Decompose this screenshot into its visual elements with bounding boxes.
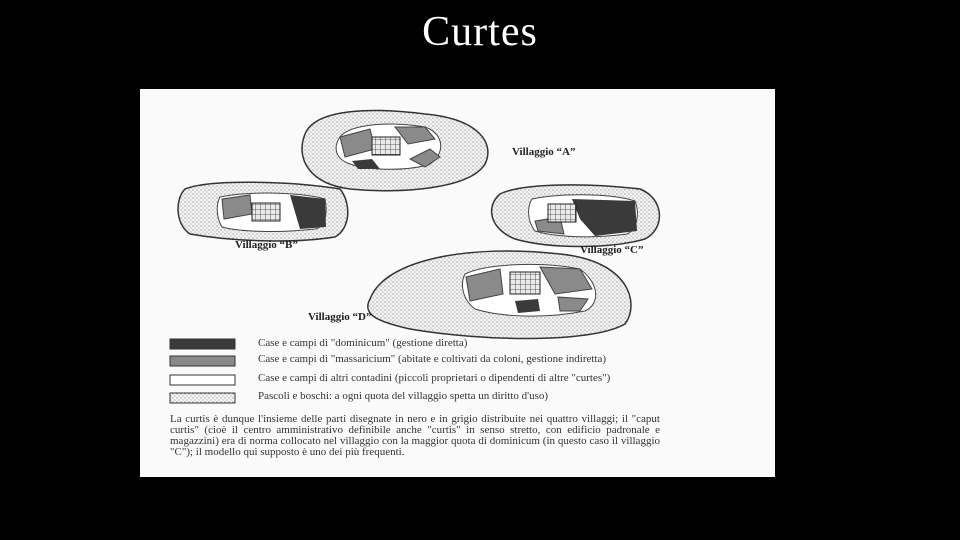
village-d-map: [368, 251, 631, 339]
legend-text-dominicum: Case e campi di "dominicum" (gestione diretta): [258, 337, 468, 349]
legend-swatch-altri-contadini: [170, 375, 235, 385]
village-a-map: [302, 111, 488, 191]
slide-title: Curtes: [422, 9, 538, 55]
village-a-label: Villaggio “A”: [512, 146, 576, 158]
village-c-map: [492, 185, 660, 247]
village-b-map: [178, 182, 348, 241]
village-c-label: Villaggio “C”: [580, 244, 644, 256]
legend-text-massaricium: Case e campi di "massaricium" (abitate e coltivati da coloni, gestione indiretta): [258, 353, 607, 365]
village-b-label: Villaggio “B”: [235, 239, 298, 251]
legend-text-pascoli: Pascoli e boschi: a ogni quota del villaggio spetta un diritto d'uso): [258, 390, 549, 402]
caption-text: La curtis è dunque l'insieme delle parti disegnate in nero e in grigio distribuite nei quattro villaggi; il "caput curtis" (cioè il centro amministrativo definibile anche "curtis" in senso stretto, con edificio padronale e magazzini) era di norma collocato nel villaggio con la maggior quota di dominicum (in questo caso il villaggio "C"); il modello qui supposto è uno dei più frequenti.: [170, 413, 660, 458]
village-d-label: Villaggio “D”: [308, 311, 372, 323]
legend-text-altri-contadini: Case e campi di altri contadini (piccoli proprietari o dipendenti di altre "curtes"): [258, 372, 611, 384]
legend-swatch-massaricium: [170, 356, 235, 366]
legend-swatch-dominicum: [170, 339, 235, 349]
curtis-diagram: [140, 89, 775, 477]
legend-swatch-pascoli: [170, 393, 235, 403]
